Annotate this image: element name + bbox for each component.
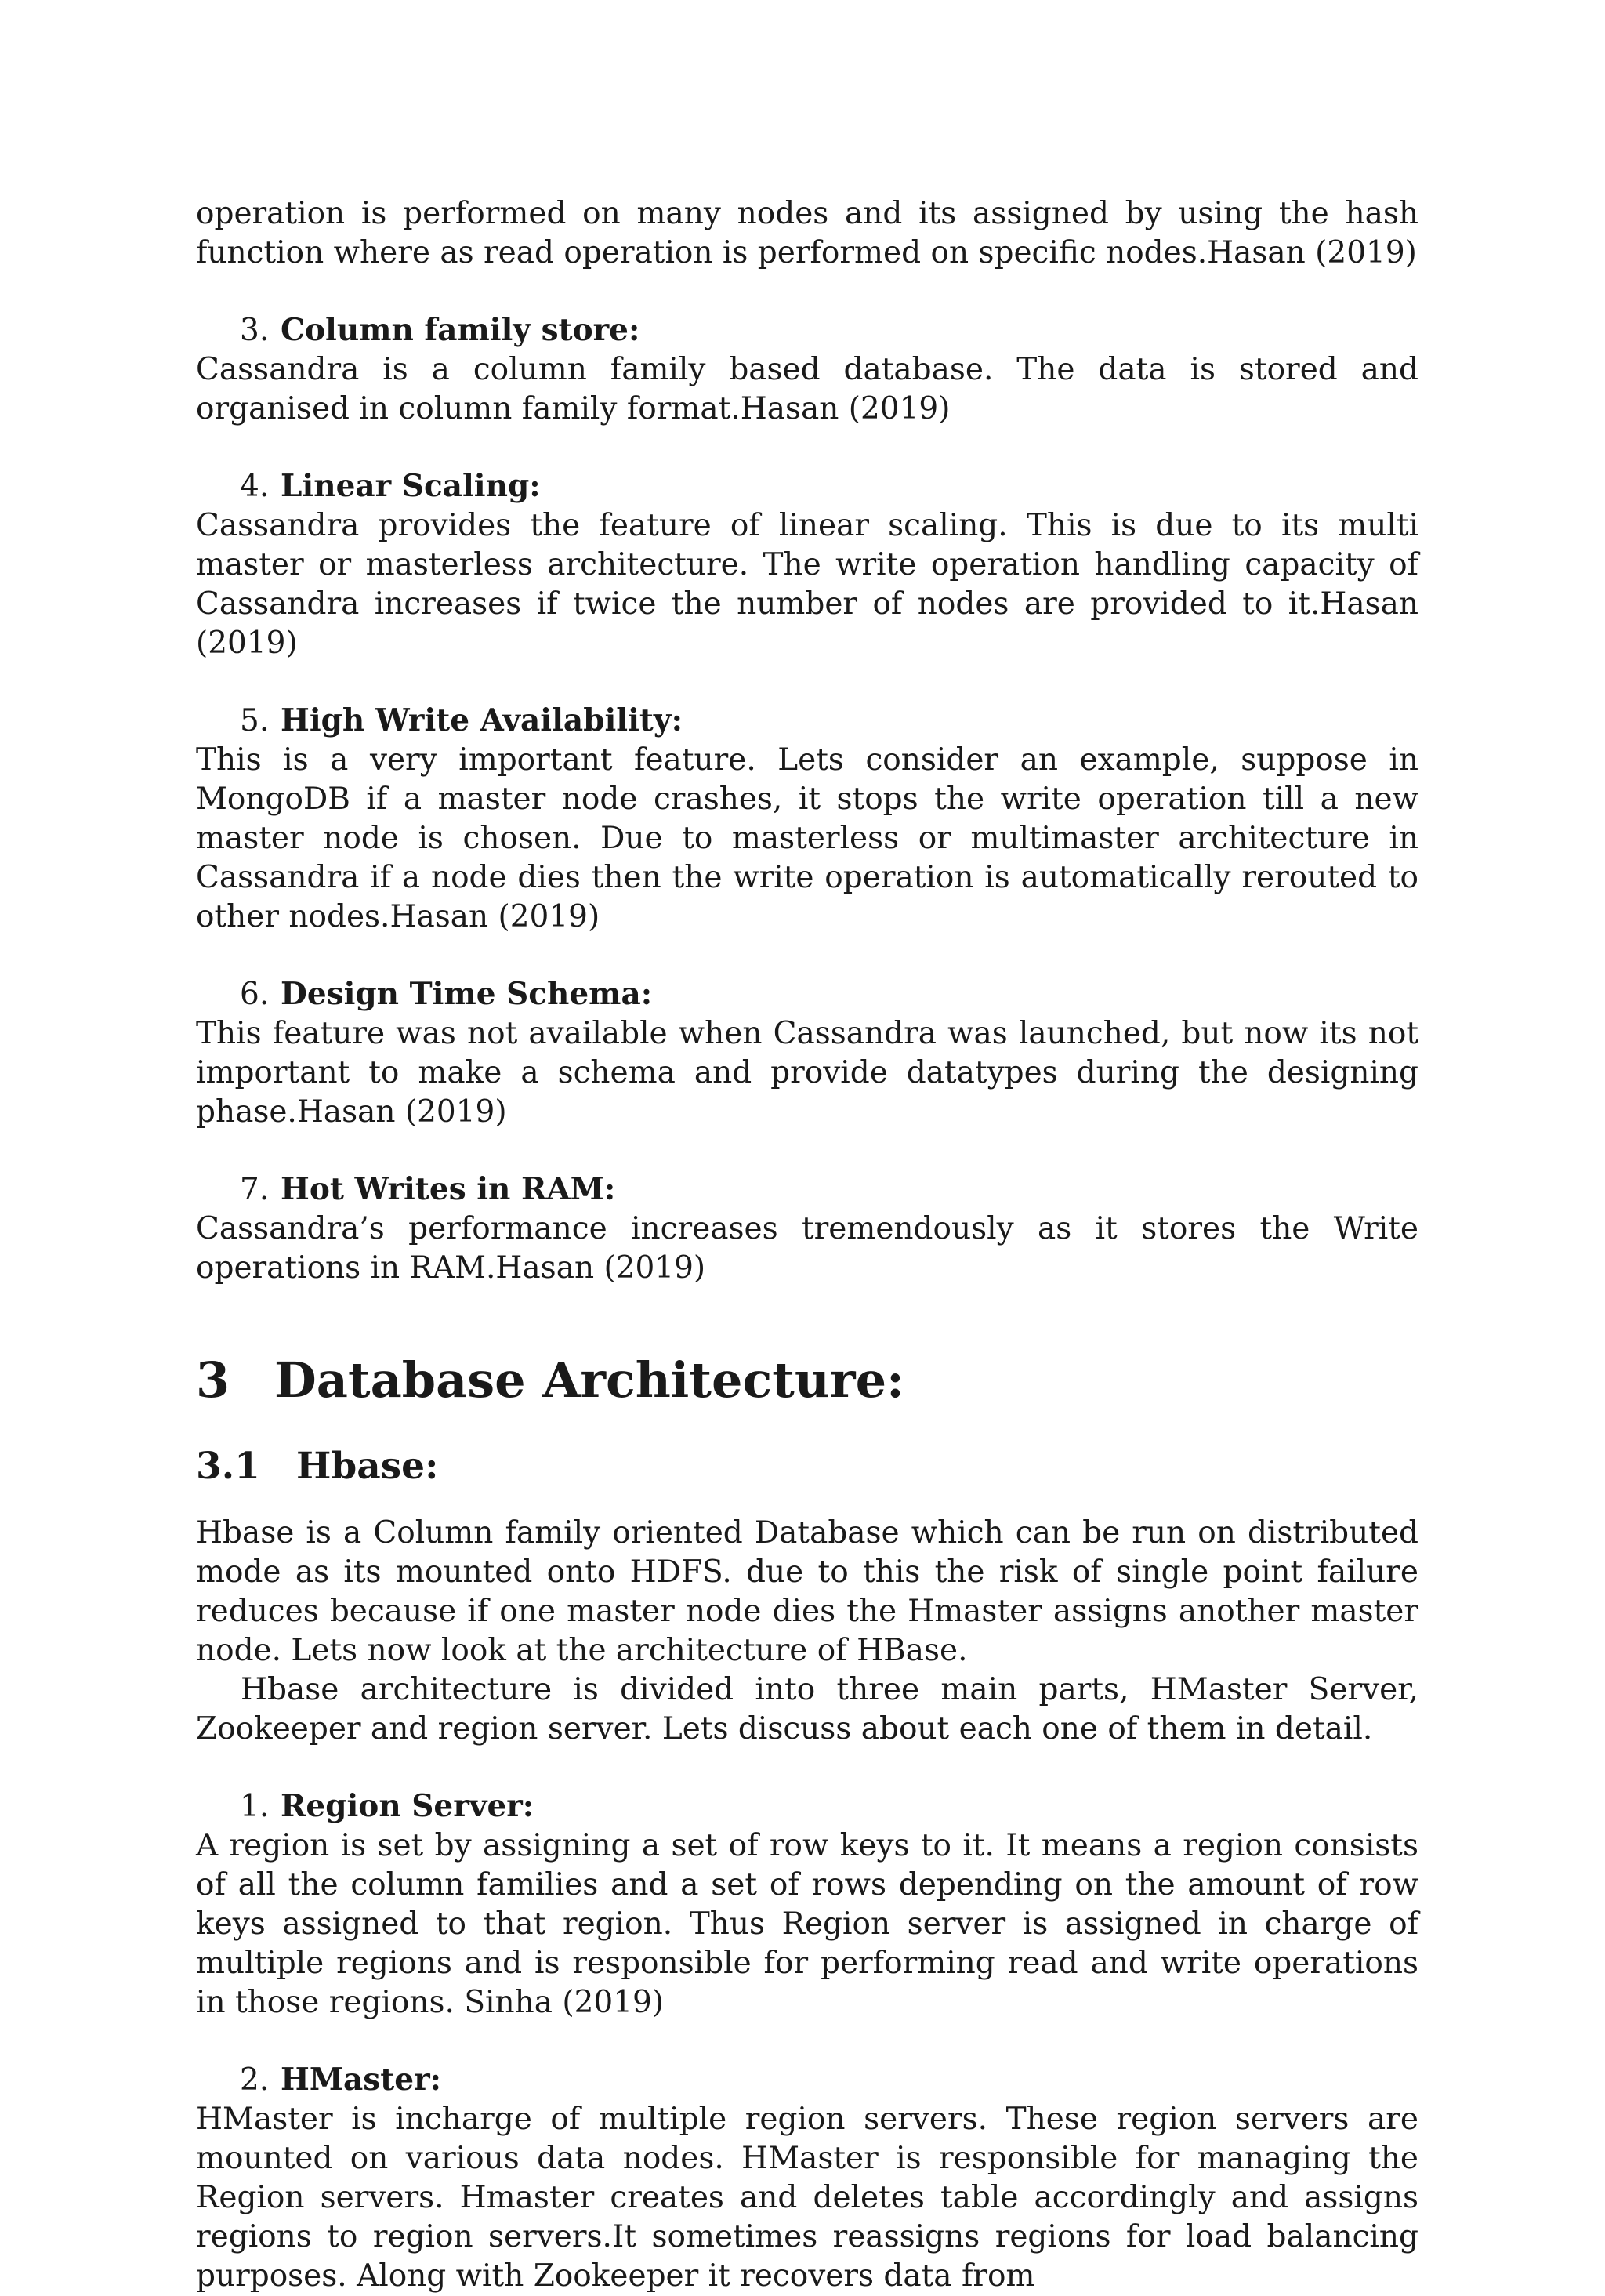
component-item-hmaster — [196, 2060, 1418, 2296]
subsection-heading — [196, 1443, 1418, 1490]
feature-description: This is a very important feature. Lets consider an example, suppose in MongoDB if a master node crashes, it stops the write operation till a new master node is chosen. Due to masterless or multimaster architecture in Cassandra if a node dies then the write operation is automatically rerouted to other nodes.Hasan (2019) — [196, 742, 1418, 934]
feature-number: 4. — [240, 469, 270, 504]
feature-number: 7. — [240, 1172, 270, 1207]
feature-heading — [196, 310, 1418, 350]
feature-number: 3. — [240, 313, 270, 348]
section-title: Database Architecture: — [274, 1351, 904, 1409]
feature-heading — [196, 1170, 1418, 1210]
component-heading — [196, 1786, 1418, 1826]
feature-number: 6. — [240, 977, 270, 1012]
component-heading — [196, 2060, 1418, 2100]
hbase-paragraph: Hbase is a Column family oriented Database which can be run on distributed mode as its mounted onto HDFS. due to this the risk of single point failure reduces because if one master node dies the Hmaster assigns another master node. Lets now look at the architecture of HBase. — [196, 1515, 1418, 1668]
feature-title: Column family store: — [281, 312, 640, 348]
component-title: HMaster: — [281, 2062, 442, 2098]
subsection-number: 3.1 — [196, 1445, 260, 1488]
hbase-paragraph: Hbase architecture is divided into three main parts, HMaster Server, Zookeeper and region server. Lets discuss about each one of them in detail. — [196, 1672, 1418, 1746]
section-heading — [196, 1349, 1418, 1412]
component-title: Region Server: — [281, 1788, 534, 1824]
feature-item-column-family-store — [196, 310, 1418, 429]
component-description: HMaster is incharge of multiple region servers. These region servers are mounted on various data nodes. HMaster is responsible for managing the Region servers. Hmaster creates and deletes table accordingly and assigns regions to region servers.It sometimes reassigns regions for load balancing purposes. Along with Zookeeper it recovers data from — [196, 2102, 1418, 2294]
feature-title: Linear Scaling: — [281, 468, 541, 504]
component-description: A region is set by assigning a set of row keys to it. It means a region consists of all the column families and a set of rows depending on the amount of row keys assigned to that region. Thus Region server is assigned in charge of multiple regions and is responsible for performing read and write operations in those regions. Sinha (2019) — [196, 1828, 1418, 2020]
feature-item-high-write-availability — [196, 701, 1418, 937]
component-number: 2. — [240, 2062, 270, 2098]
intro-paragraph: operation is performed on many nodes and its assigned by using the hash function where as read operation is performed on specific nodes.Hasan (2019) — [196, 196, 1418, 270]
feature-description: This feature was not available when Cassandra was launched, but now its not important to make a schema and provide datatypes during the designing phase.Hasan (2019) — [196, 1016, 1418, 1130]
feature-title: Hot Writes in RAM: — [281, 1171, 616, 1207]
feature-description: Cassandra is a column family based database. The data is stored and organised in column family format.Hasan (2019) — [196, 352, 1418, 426]
feature-title: Design Time Schema: — [281, 976, 653, 1012]
feature-item-linear-scaling — [196, 466, 1418, 663]
feature-heading — [196, 466, 1418, 506]
feature-heading — [196, 701, 1418, 741]
feature-item-design-time-schema — [196, 974, 1418, 1132]
component-number: 1. — [240, 1789, 270, 1824]
feature-description: Cassandra’s performance increases tremendously as it stores the Write operations in RAM.Hasan (2019) — [196, 1211, 1418, 1286]
feature-item-hot-writes-in-ram — [196, 1170, 1418, 1288]
subsection-title: Hbase: — [296, 1445, 439, 1488]
page-content — [196, 194, 1418, 2296]
feature-heading — [196, 974, 1418, 1014]
feature-description: Cassandra provides the feature of linear scaling. This is due to its multi master or masterless architecture. The write operation handling capacity of Cassandra increases if twice the number of nodes are provided to it.Hasan (2019) — [196, 508, 1418, 661]
feature-number: 5. — [240, 703, 270, 738]
section-number: 3 — [196, 1351, 230, 1409]
feature-title: High Write Availability: — [281, 702, 683, 738]
component-item-region-server — [196, 1786, 1418, 2022]
